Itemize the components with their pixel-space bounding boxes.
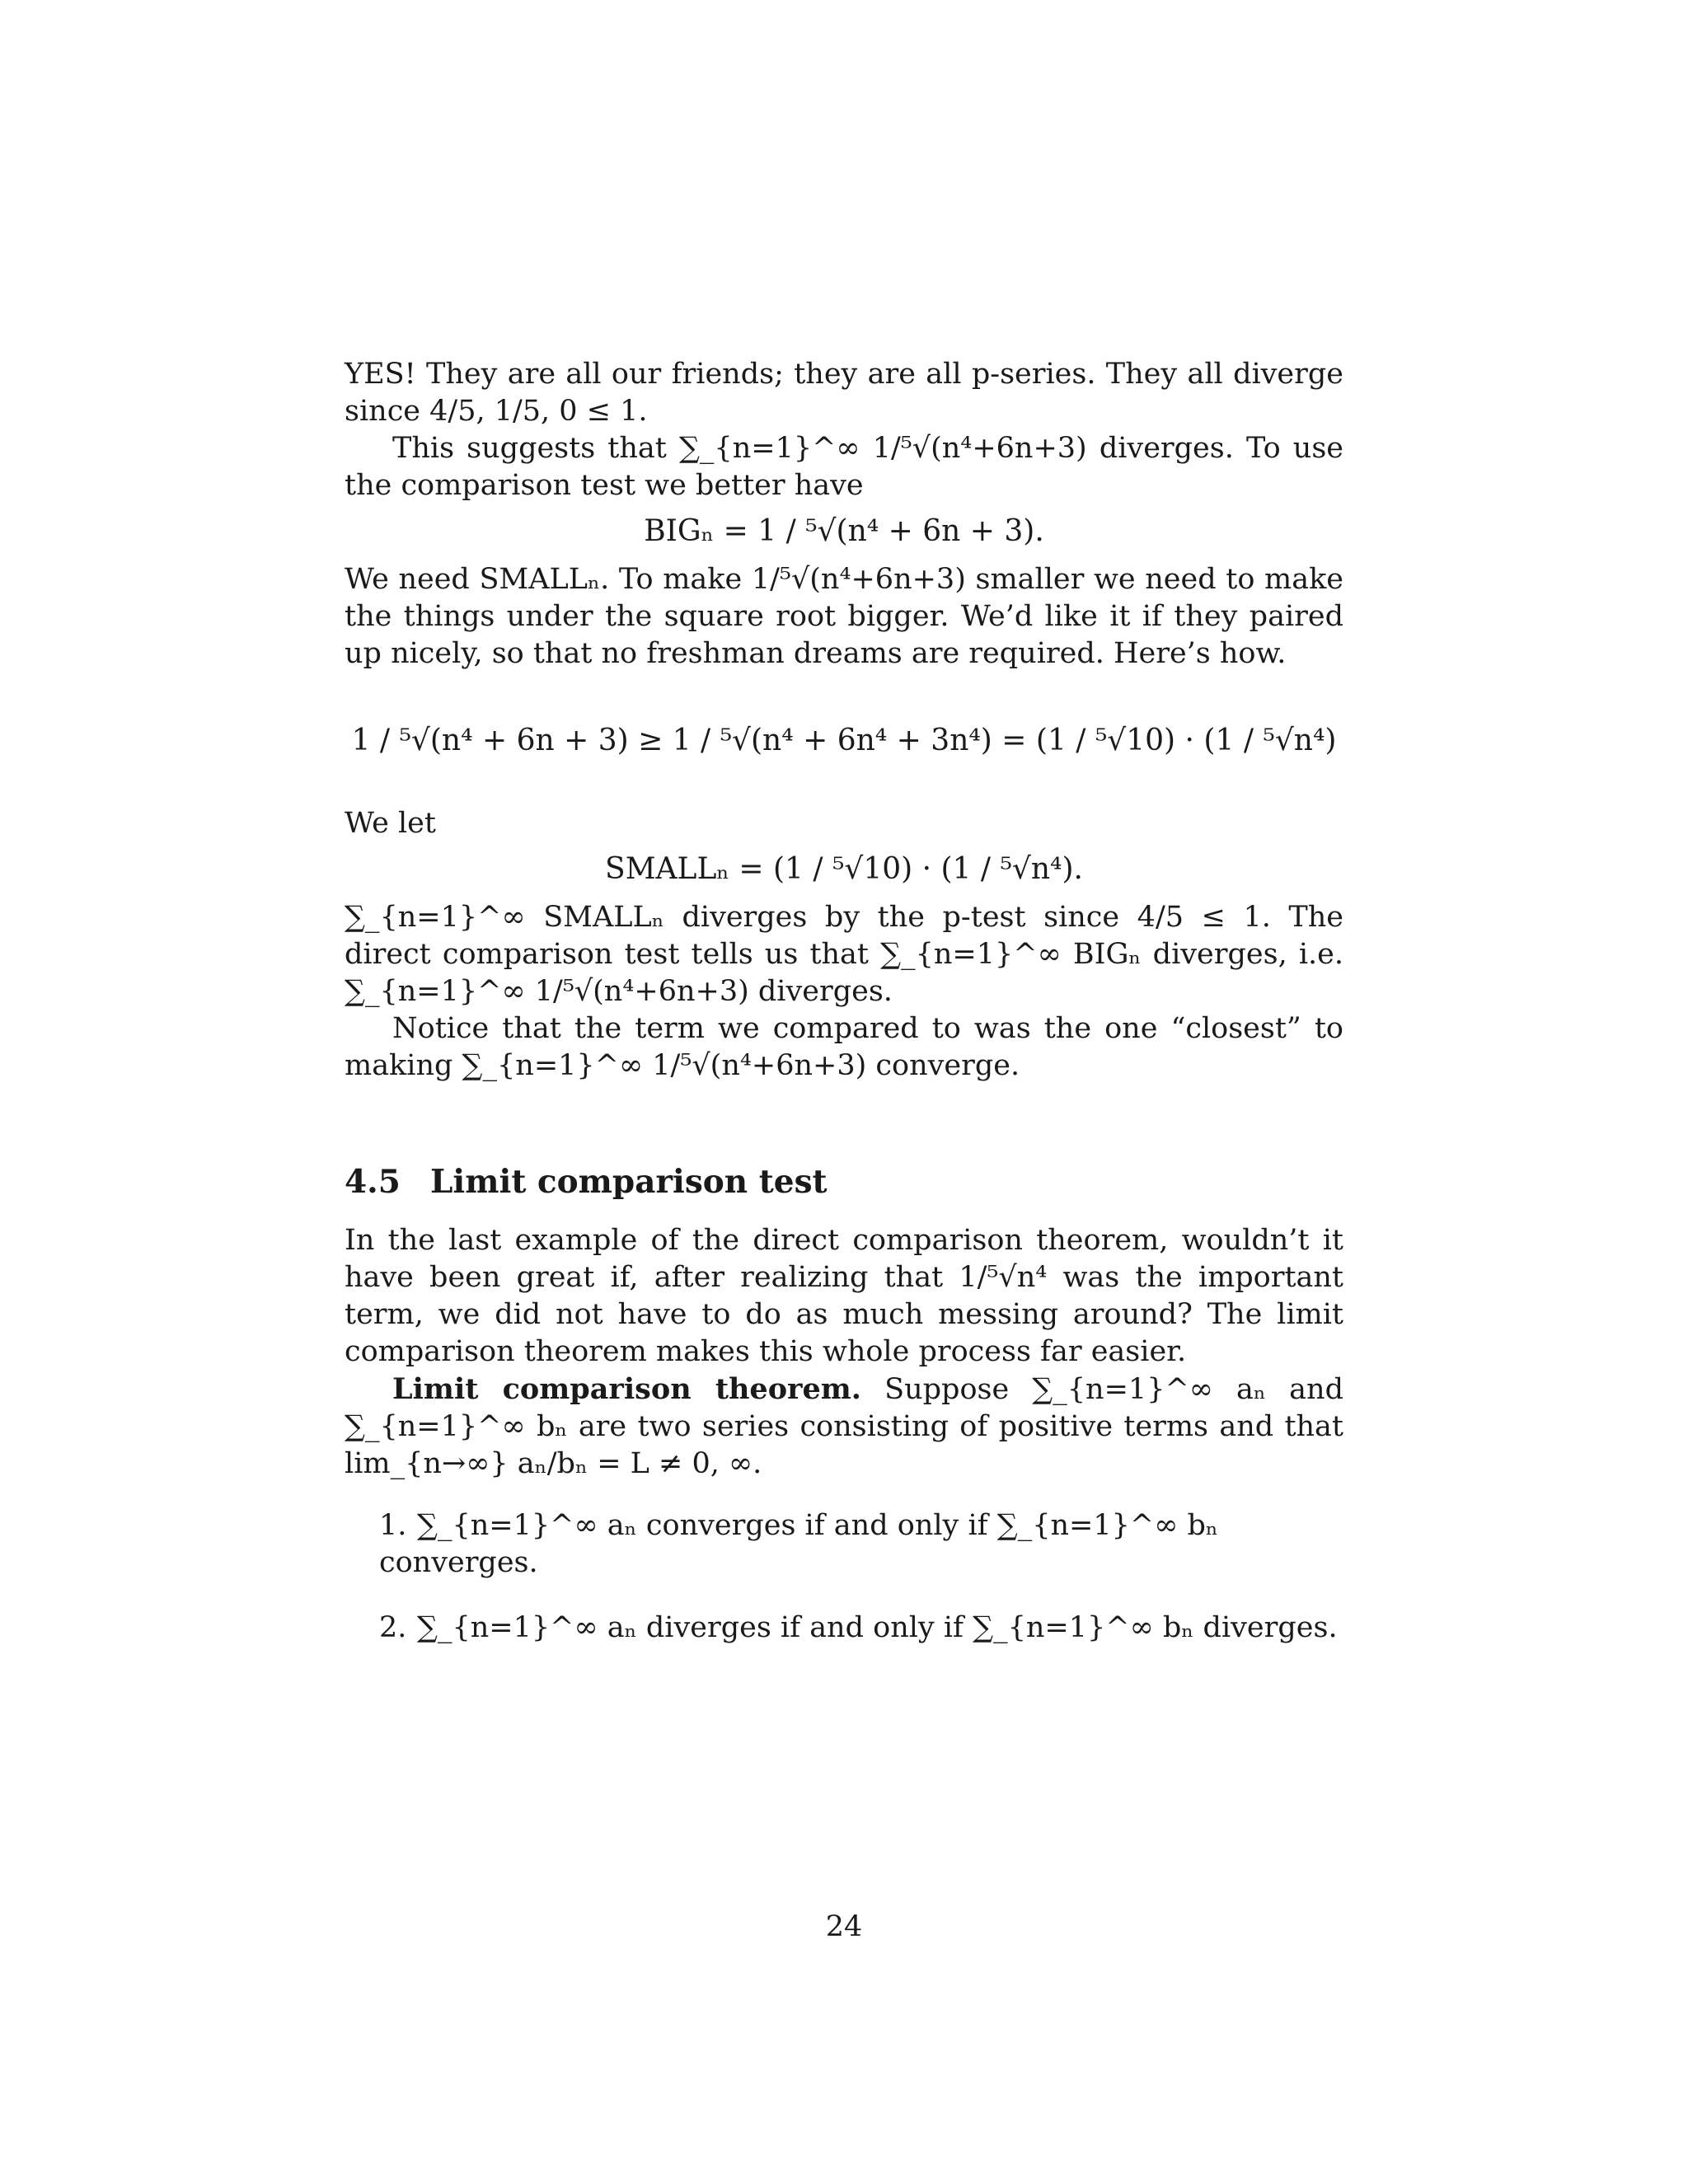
paragraph-suggests: This suggests that ∑_{n=1}^∞ 1/⁵√(n⁴+6n+3) diverges. To use the comparison test we better have [345,432,1343,502]
list-item-text: ∑_{n=1}^∞ aₙ diverges if and only if ∑_{n=1}^∞ bₙ diverges. [417,1611,1338,1644]
list-marker: 2. [379,1611,407,1644]
theorem-label: Limit comparison theorem. [392,1372,861,1406]
page-number: 24 [825,1910,863,1943]
list-item-text: ∑_{n=1}^∞ aₙ converges if and only if ∑_{n=1}^∞ bₙ converges. [379,1509,1219,1579]
theorem [345,1371,1343,1483]
paragraph-intro-limit: In the last example of the direct comparison theorem, wouldn’t it have been great if, after realizing that 1/⁵√n⁴ was the important term, we did not have to do as much messing around? The limit comparison theorem makes this whole process far easier. [345,1224,1343,1368]
paragraph-diverges: ∑_{n=1}^∞ SMALLₙ diverges by the p-test since 4/5 ≤ 1. The direct comparison test tells us that ∑_{n=1}^∞ BIGₙ diverges, i.e. ∑_{n=1}^∞ 1/⁵√(n⁴+6n+3) diverges. [345,901,1343,1008]
paragraph-pseries: YES! They are all our friends; they are all p-series. They all diverge since 4/5, 1/5, 0 ≤ 1. [345,358,1343,428]
list-item [379,1610,1343,1647]
page-body [345,356,1343,1675]
section-heading [345,1164,1343,1201]
section-title: Limit comparison test [430,1163,828,1201]
list-marker: 1. [379,1509,407,1542]
list-item [379,1507,1343,1582]
theorem-list [379,1507,1343,1647]
equation-big: BIGₙ = 1 / ⁵√(n⁴ + 6n + 3). [644,514,1044,548]
section-number: 4.5 [345,1163,401,1201]
equation-inequality: 1 / ⁵√(n⁴ + 6n + 3) ≥ 1 / ⁵√(n⁴ + 6n⁴ + 3n⁴) = (1 / ⁵√10) · (1 / ⁵√n⁴) [351,724,1337,757]
paragraph-need-small: We need SMALLₙ. To make 1/⁵√(n⁴+6n+3) smaller we need to make the things under the square root bigger. We’d like it if they paired up nicely, so that no freshman dreams are required. Here’s how. [345,563,1343,670]
theorem-text: Suppose ∑_{n=1}^∞ aₙ and ∑_{n=1}^∞ bₙ are two series consisting of positive terms and that lim_{n→∞} aₙ/bₙ = L ≠ 0, ∞. [345,1373,1343,1480]
paragraph-we-let: We let [345,807,436,840]
paragraph-notice: Notice that the term we compared to was the one “closest” to making ∑_{n=1}^∞ 1/⁵√(n⁴+6n+3) converge. [345,1012,1343,1082]
equation-small: SMALLₙ = (1 / ⁵√10) · (1 / ⁵√n⁴). [605,852,1083,886]
